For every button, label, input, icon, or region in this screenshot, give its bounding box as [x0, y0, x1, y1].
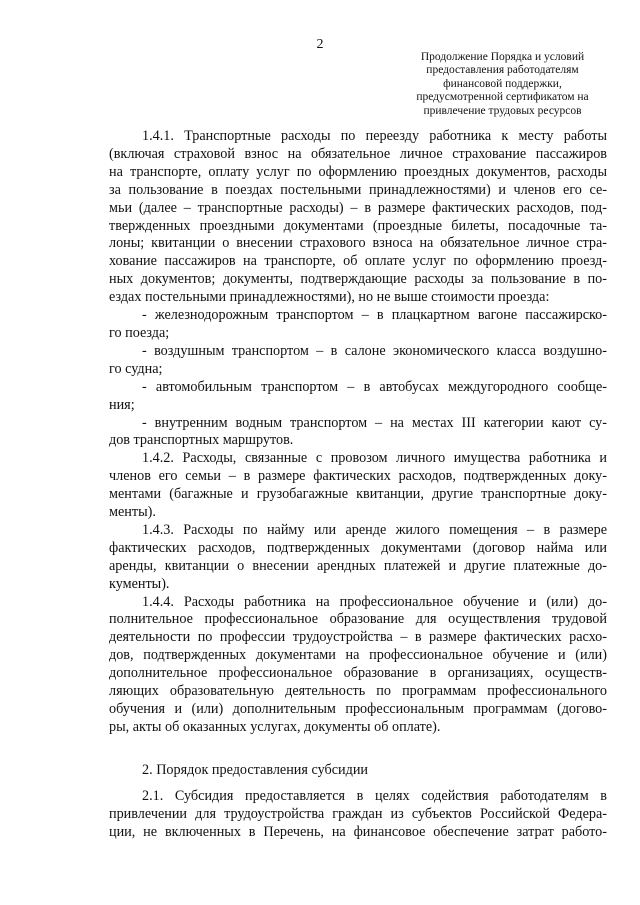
- paragraph-1-4-4: [109, 594, 607, 737]
- paragraph-1-4-3: [109, 522, 607, 594]
- list-item-rail: [109, 307, 607, 343]
- list-item-water: [109, 415, 607, 451]
- document-header: [405, 51, 600, 118]
- text-line: дополнительное профессиональное образование в организациях, осуществ-: [109, 665, 607, 682]
- text-line: го поезда;: [109, 324, 170, 341]
- text-line: - автомобильным транспортом – в автобусах междугородного сообще-: [142, 378, 607, 395]
- text-line: ры, акты об оказанных услугах, документы об оплате).: [109, 718, 441, 735]
- text-line: менты).: [109, 504, 156, 521]
- text-line: ных документов; документы, подтверждающие расходы за пользование в по-: [109, 271, 607, 288]
- paragraph-1-4-2: [109, 450, 607, 522]
- header-line: финансовой поддержки,: [443, 77, 562, 90]
- paragraph-2-1: [109, 788, 607, 842]
- text-line: дов, подтвержденных документами на профессиональное обучение и (или): [109, 647, 607, 664]
- text-line: 1.4.2. Расходы, связанные с провозом личного имущества работника и: [142, 450, 607, 467]
- text-line: - железнодорожным транспортом – в плацкартном вагоне пассажирско-: [142, 307, 607, 324]
- list-item-road: [109, 379, 607, 415]
- text-line: членов его семьи – в размере фактических расходов, подтвержденных доку-: [109, 468, 607, 485]
- text-line: лоны; квитанции о внесении страхового взноса на обязательное личное стра-: [109, 235, 607, 252]
- text-line: аренды, квитанции о внесении арендных платежей и другие платежные до-: [109, 557, 607, 574]
- text-line: мьи (далее – транспортные расходы) – в размере фактических расходов, под-: [109, 199, 607, 216]
- spacer: [109, 737, 607, 762]
- text-line: 1.4.1. Транспортные расходы по переезду работника к месту работы: [142, 128, 607, 144]
- text-line: ментами (багажные и грузобагажные квитанции, другие транспортные доку-: [109, 486, 607, 503]
- header-line: привлечение трудовых ресурсов: [423, 104, 582, 117]
- header-line: предусмотренной сертификатом на: [416, 91, 589, 104]
- text-line: ния;: [109, 396, 135, 413]
- text-line: фактических расходов, подтвержденных документами (договор найма или: [109, 539, 607, 556]
- text-line: - воздушным транспортом – в салоне экономического класса воздушно-: [142, 342, 607, 359]
- text-line: ездах постельными принадлежностями), но не выше стоимости проезда:: [109, 289, 550, 306]
- text-line: деятельности по профессии трудоустройства – в размере фактических расхо-: [109, 629, 607, 646]
- text-line: привлечении для трудоустройства граждан из субъектов Российской Федера-: [109, 805, 607, 822]
- section-title: 2. Порядок предоставления субсидии: [142, 761, 369, 778]
- text-line: - внутренним водным транспортом – на местах III категории кают су-: [142, 414, 607, 431]
- text-line: 1.4.3. Расходы по найму или аренде жилого помещения – в размере: [142, 521, 607, 538]
- text-line: за пользование в поездах постельными принадлежностями) и членов его се-: [109, 181, 607, 198]
- text-line: кументы).: [109, 575, 170, 592]
- text-line: (включая страховой взнос на обязательное личное страхование пассажиров: [109, 145, 607, 162]
- header-line: Продолжение Порядка и условий: [420, 51, 585, 63]
- text-line: твержденных проездными документами (проездные билеты, посадочные та-: [109, 217, 607, 234]
- text-line: ции, не включенных в Перечень, на финансовое обеспечение затрат работо-: [109, 823, 607, 840]
- text-line: обучения и (или) дополнительным профессиональным программам (догово-: [109, 701, 607, 717]
- text-line: 2.1. Субсидия предоставляется в целях содействия работодателям в: [142, 787, 607, 804]
- text-line: ляющих образовательную деятельность по программам профессионального: [109, 683, 607, 700]
- text-line: 1.4.4. Расходы работника на профессиональное обучение и (или) до-: [142, 593, 607, 610]
- document-body: [109, 128, 607, 841]
- text-line: дов транспортных маршрутов.: [109, 432, 294, 449]
- list-item-air: [109, 343, 607, 379]
- text-line: го судна;: [109, 360, 163, 377]
- text-line: на транспорте, оплату услуг по оформлению проездных документов, расходы: [109, 163, 607, 180]
- paragraph-1-4-1: [109, 128, 607, 307]
- text-line: полнительное профессиональное образование для осуществления трудовой: [109, 611, 607, 628]
- spacer: [109, 780, 607, 788]
- page-number: 2: [316, 37, 324, 52]
- header-line: предоставления работодателям: [426, 64, 579, 77]
- text-line: хование пассажиров на транспорте, об оплате услуг по оформлению проезд-: [109, 253, 607, 270]
